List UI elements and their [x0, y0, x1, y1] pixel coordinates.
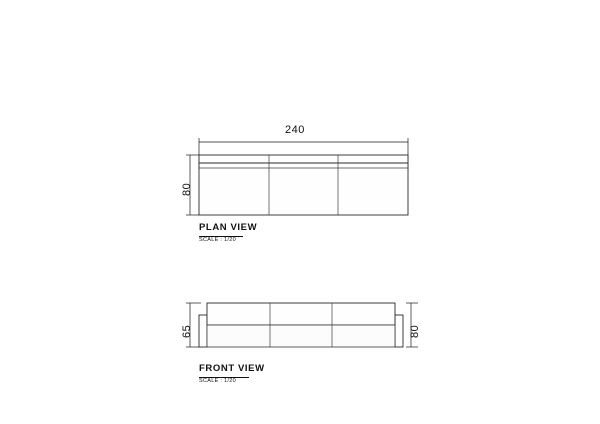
front-height-label: 65 — [181, 324, 193, 338]
plan-view-title: PLAN VIEW — [199, 222, 258, 233]
front-view-title: FRONT VIEW — [199, 363, 265, 374]
plan-sofa-outline — [199, 155, 408, 215]
front-sofa-outline — [199, 303, 403, 347]
plan-depth-label: 80 — [181, 182, 193, 196]
plan-width-label: 240 — [285, 124, 305, 136]
plan-view-drawing — [181, 124, 415, 245]
front-view-svg — [185, 285, 425, 390]
plan-view-scale: SCALE : 1/20 — [199, 237, 236, 243]
front-view-drawing — [181, 285, 421, 385]
front-right-label: 80 — [409, 324, 421, 338]
front-view-scale: SCALE : 1/20 — [199, 378, 236, 384]
